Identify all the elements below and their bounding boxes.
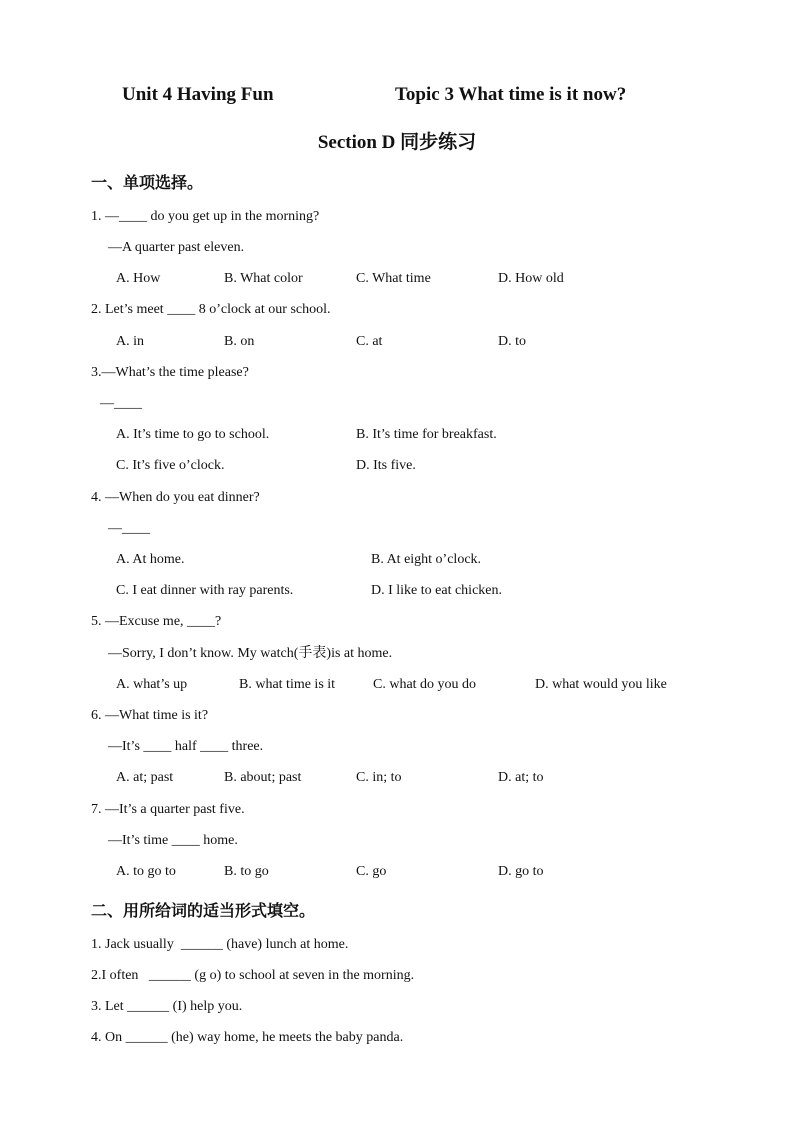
- q7-option-d: D. go to: [498, 864, 544, 879]
- q6-stem: 6. —What time is it?: [91, 708, 209, 723]
- q3-stem: 3.—What’s the time please?: [91, 365, 249, 380]
- q2-option-c: C. at: [356, 334, 383, 349]
- section-title: Section D 同步练习: [317, 132, 477, 153]
- q4-option-c: C. I eat dinner with ray parents.: [116, 583, 294, 598]
- q6-option-c: C. in; to: [356, 770, 402, 785]
- q5-option-d: D. what would you like: [535, 677, 667, 692]
- q3-answer: —____: [100, 396, 142, 411]
- q3-option-c: C. It’s five o’clock.: [116, 458, 225, 473]
- q5-option-a: A. what’s up: [116, 677, 188, 692]
- q3-option-d: D. Its five.: [356, 458, 416, 473]
- q7-answer: —It’s time ____ home.: [108, 833, 238, 848]
- topic-title: Topic 3 What time is it now?: [395, 84, 627, 105]
- q4-option-a: A. At home.: [116, 552, 185, 567]
- q3-option-a: A. It’s time to go to school.: [116, 427, 270, 442]
- unit-title: Unit 4 Having Fun: [122, 84, 274, 105]
- q5-answer: —Sorry, I don’t know. My watch(手表)is at home.: [108, 646, 393, 661]
- q2-stem: 2. Let’s meet ____ 8 o’clock at our school.: [91, 302, 331, 317]
- q1-option-a: A. How: [116, 271, 161, 286]
- q6-option-d: D. at; to: [498, 770, 544, 785]
- q1-option-b: B. What color: [224, 271, 303, 286]
- q7-stem: 7. —It’s a quarter past five.: [91, 802, 245, 817]
- q1-stem: 1. —____ do you get up in the morning?: [91, 209, 320, 224]
- q7-option-b: B. to go: [224, 864, 269, 879]
- q6-option-a: A. at; past: [116, 770, 174, 785]
- q6-option-b: B. about; past: [224, 770, 302, 785]
- q5-stem: 5. —Excuse me, ____?: [91, 614, 222, 629]
- q4-answer: —____: [108, 521, 150, 536]
- fill-item-4: 4. On ______ (he) way home, he meets the baby panda.: [91, 1030, 404, 1045]
- q2-option-a: A. in: [116, 334, 144, 349]
- q2-option-b: B. on: [224, 334, 255, 349]
- q5-option-c: C. what do you do: [373, 677, 477, 692]
- q7-option-a: A. to go to: [116, 864, 176, 879]
- q4-option-d: D. I like to eat chicken.: [371, 583, 503, 598]
- q2-option-d: D. to: [498, 334, 526, 349]
- q6-answer: —It’s ____ half ____ three.: [108, 739, 264, 754]
- q7-option-c: C. go: [356, 864, 387, 879]
- q4-stem: 4. —When do you eat dinner?: [91, 490, 260, 505]
- q4-option-b: B. At eight o’clock.: [371, 552, 482, 567]
- fill-item-3: 3. Let ______ (I) help you.: [91, 999, 243, 1014]
- part2-heading: 二、用所给词的适当形式填空。: [91, 901, 316, 920]
- q5-option-b: B. what time is it: [239, 677, 336, 692]
- q1-answer: —A quarter past eleven.: [108, 240, 245, 255]
- q1-option-c: C. What time: [356, 271, 431, 286]
- fill-item-2: 2.I often ______ (g o) to school at seven in the morning.: [91, 968, 415, 983]
- fill-item-1: 1. Jack usually ______ (have) lunch at home.: [91, 937, 349, 952]
- q3-option-b: B. It’s time for breakfast.: [356, 427, 497, 442]
- part1-heading: 一、单项选择。: [91, 173, 204, 192]
- q1-option-d: D. How old: [498, 271, 564, 286]
